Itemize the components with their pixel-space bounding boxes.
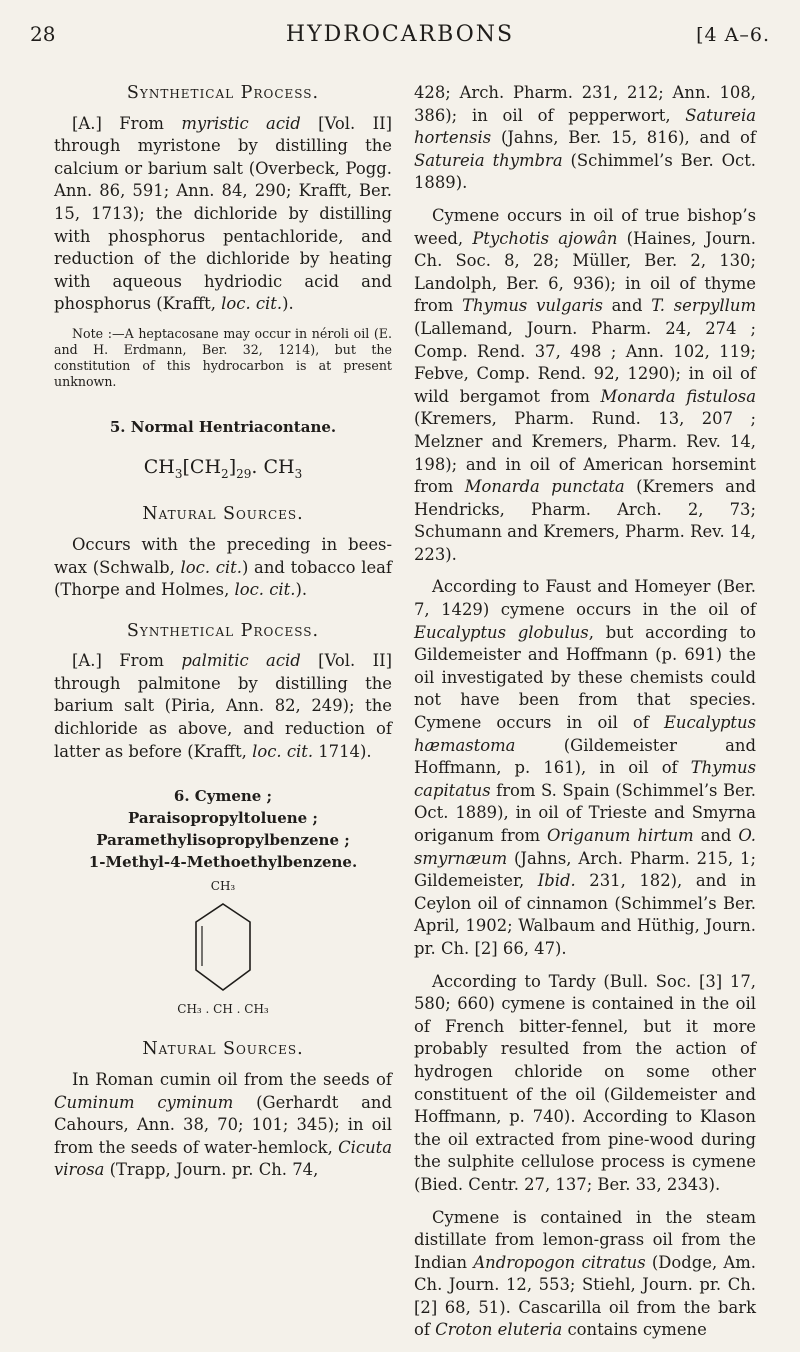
paragraph-palmitic: [A.] From palmitic acid [Vol. II] through palmitone by distilling the barium salt (Piria, Ann. 82, 249); the dichloride as above, and reduction of latter as before (Krafft, loc. cit. 1714).: [54, 651, 393, 761]
note-heptacosane: Note :—A heptacosane may occur in néroli oil (E. and H. Erdmann, Ber. 32, 1214), but the constitution of this hydrocarbon is at present unknown.: [54, 325, 392, 389]
heading-natural-sources-2: Natural Sources.: [142, 1039, 304, 1060]
formula-hentriacontane: $CH_3[CH_2]_{29}$. $CH_3$: [143, 455, 303, 481]
cymene-structure: [54, 875, 392, 1020]
paragraph-cumin: In Roman cumin oil from the seeds of Cuminum cyminum (Gerhardt and Cahours, Ann. 38, 70; 101; 345); in oil from the seeds of water-hemlock, Cicuta virosa (Trapp, Journ. pr. Ch. 74,: [54, 1070, 392, 1180]
heading-natural-sources: Natural Sources.: [142, 504, 304, 525]
page-header: [30, 22, 770, 62]
left-column: [54, 82, 392, 1192]
paragraph-beeswax: Occurs with the preceding in bees-wax (Schwalb, loc. cit.) and tobacco leaf (Thorpe and Holmes, loc. cit.).: [54, 534, 392, 600]
benzene-ring: [188, 898, 258, 998]
section-mark: [4 A–6.: [696, 24, 770, 46]
heading-synthetical-process-2: Synthetical Process.: [126, 620, 320, 641]
paragraph-eucalyptus: According to Faust and Homeyer (Ber. 7, 1429) cymene occurs in the oil of Eucalyptus globulus, but according to Gildemeister and Hoffmann (p. 691) the oil investigated by these chemists could not have been from that species. Cymene occurs in oil of Eucalyptus hæmastoma (Gildemeister and Hoffmann, p. 161), in oil of Thymus capitatus from S. Spain (Schimmel’s Ber. Oct. 1889), in oil of Trieste and Smyrna origanum from Origanum hirtum and O. smyrnæum (Jahns, Arch. Pharm. 215, 1; Gildemeister, Ibid. 231, 182), and in Ceylon oil of cinnamon (Schimmel’s Ber. April, 1902; Walbaum and Hüthig, Journ. pr. Ch. [2] 66, 47).: [414, 577, 757, 958]
paragraph-lemon-grass: Cymene is contained in the steam distillate from lemon-grass oil from the Indian Andropogon citratus (Dodge, Am. Ch. Journ. 12, 553; Stiehl, Journ. pr. Ch. [2] 68, 51). Cascarilla oil from the bark of Croton eluteria contains cymene: [414, 1207, 756, 1340]
paragraph-pepperwort: 428; Arch. Pharm. 231, 212; Ann. 108, 386); in oil of pepperwort, Satureia hortensis (Jahns, Ber. 15, 816), and of Satureia thymbra (Schimmel’s Ber. Oct. 1889).: [414, 83, 756, 193]
ring-top-group: CH₃: [210, 879, 236, 894]
paragraph-myristic: [A.] From myristic acid [Vol. II] through myristone by distilling the calcium or barium salt (Overbeck, Pogg. Ann. 86, 591; Ann. 84, 290; Krafft, Ber. 15, 1713); the dichloride by distilling with phosphorus pentachloride, and reduction of the dichloride by heating with aqueous hydriodic acid and phosphorus (Krafft, loc. cit.).: [54, 113, 393, 314]
compound-title-cymene: 6. Cymene ; Paraisopropyltoluene ; Paramethylisopropylbenzene ; 1-Methyl-4-Methoethylbenzene.: [88, 787, 358, 872]
ring-bottom-group: CH₃ . CH . CH₃: [177, 1001, 269, 1016]
page-number: 28: [30, 22, 56, 46]
paragraph-fennel: According to Tardy (Bull. Soc. [3] 17, 580; 660) cymene is contained in the oil of French bitter-fennel, but it more probably resulted from the action of hydrogen chloride on some other constituent of the oil (Gildemeister and Hoffmann, p. 740). According to Klason the oil extracted from pine-wood during the sulphite cellulose process is cymene (Bied. Centr. 27, 137; Ber. 33, 2343).: [414, 971, 756, 1194]
paragraph-bishops-weed: Cymene occurs in oil of true bishop’s weed, Ptychotis ajowân (Haines, Journ. Ch. Soc. 8, 28; Müller, Ber. 2, 130; Landolph, Ber. 6, 936); in oil of thyme from Thymus vulgaris and T. serpyllum (Lallemand, Journ. Pharm. 24, 274 ; Comp. Rend. 37, 498 ; Ann. 102, 119; Febve, Comp. Rend. 92, 1290); in oil of wild bergamot from Monarda fistulosa (Kremers, Pharm. Rund. 13, 207 ; Melzner and Kremers, Pharm. Rev. 14, 198); and in oil of American horsemint from Monarda punctata (Kremers and Hendricks, Pharm. Arch. 2, 73; Schumann and Kremers, Pharm. Rev. 14, 223).: [414, 205, 757, 564]
running-title: HYDROCARBONS: [285, 22, 515, 47]
right-column: [414, 82, 756, 1352]
compound-title-hentriacontane: 5. Normal Hentriacontane.: [109, 417, 337, 436]
heading-synthetical-process: Synthetical Process.: [126, 83, 320, 103]
